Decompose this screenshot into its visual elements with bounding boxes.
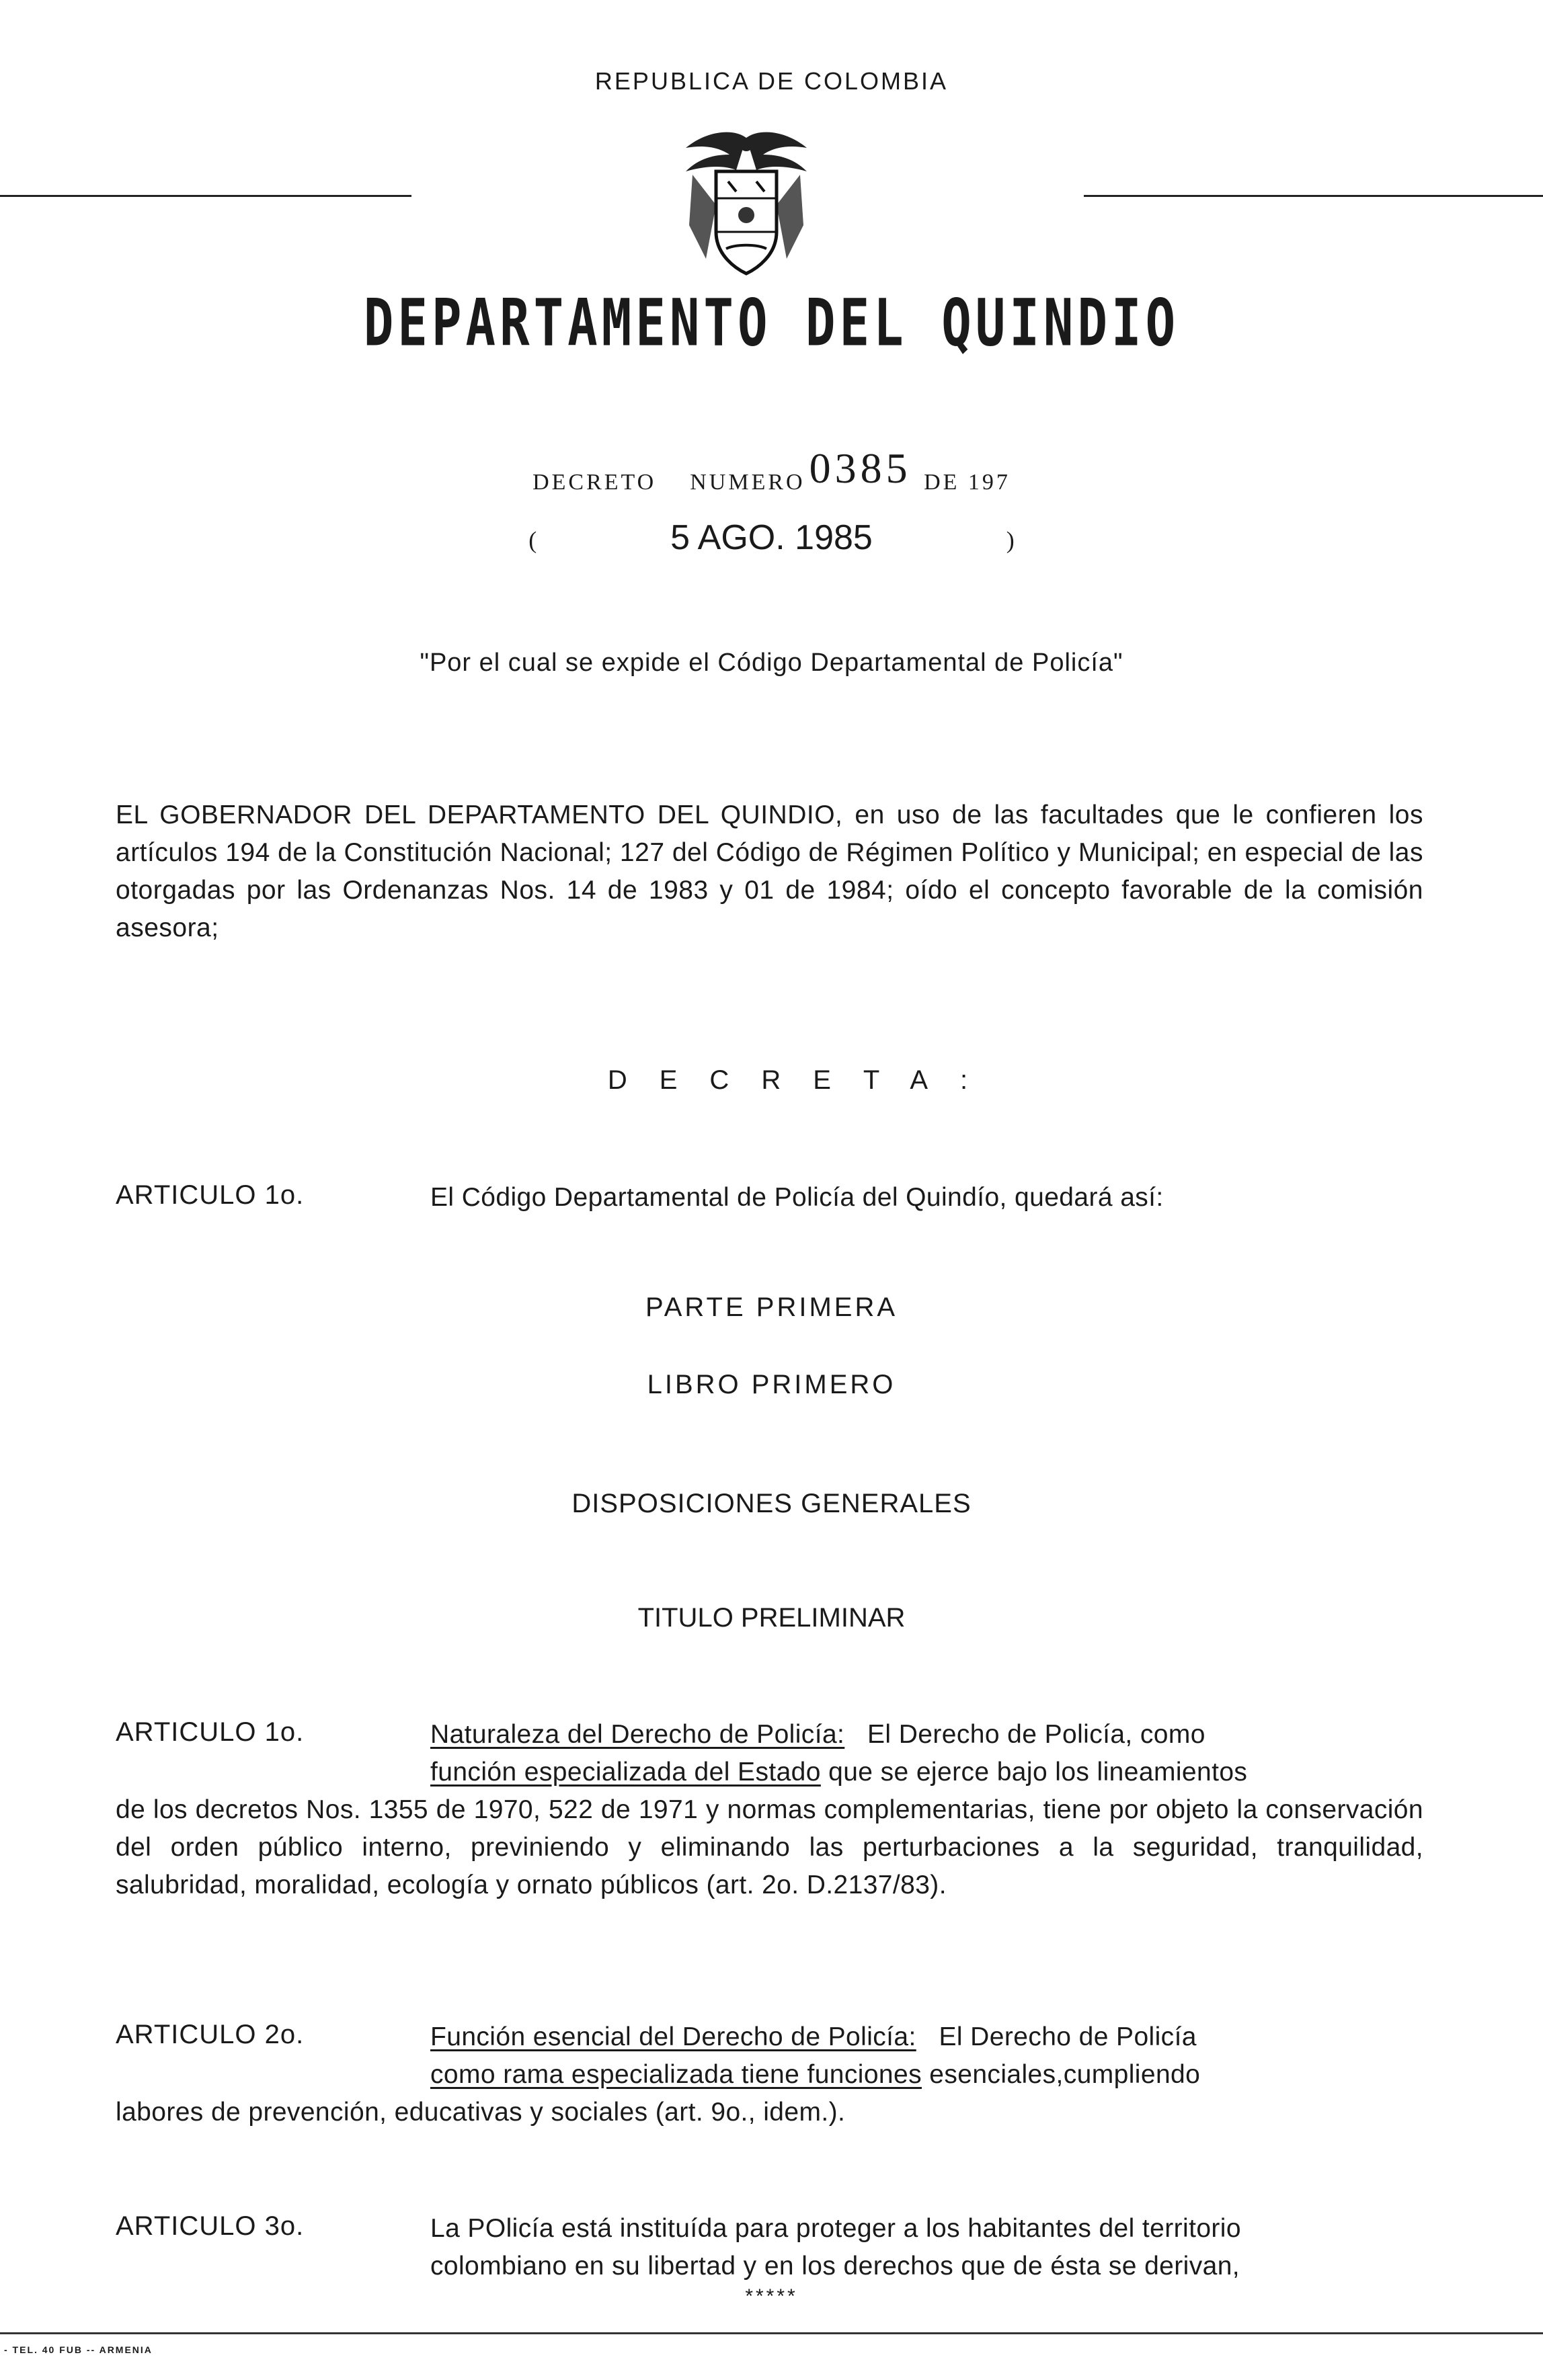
article-1-line-2-rest: que se ejerce bajo los lineamientos <box>828 1758 1248 1787</box>
decree-date: 5 AGO. 1985 <box>670 518 873 557</box>
decree-number: 0385 <box>809 444 912 492</box>
article-3-body <box>430 2210 1425 2285</box>
decree-date-line <box>0 518 1543 558</box>
article-intro-label: ARTICULO 1o. <box>116 1180 305 1210</box>
article-1-line-1-rest: El Derecho de Policía, como <box>867 1720 1205 1749</box>
article-1-line-1 <box>430 1716 1425 1754</box>
decreta-heading: DECRETA: <box>607 1065 1000 1095</box>
article-2-heading: Función esencial del Derecho de Policía: <box>430 2022 916 2051</box>
decree-number-line <box>0 444 1543 500</box>
article-1-heading: Naturaleza del Derecho de Policía: <box>430 1720 845 1749</box>
article-2-line-2-underlined: como rama especializada tiene funciones <box>430 2060 922 2089</box>
footer-rule <box>0 2332 1543 2334</box>
article-2-line-1-rest: El Derecho de Policía <box>939 2022 1197 2051</box>
article-1-continuation: de los decretos Nos. 1355 de 1970, 522 de 1971 y normas complementarias, tiene por objeto la conservación del orden público interno, previniendo y eliminando las perturbaciones a la seguridad, tranquilidad, salubridad, moralidad, ecología y ornato públicos (art. 2o. D.2137/83). <box>116 1795 1423 1899</box>
article-3-line-2: colombiano en su libertad y en los derechos que de ésta se derivan, <box>430 2252 1240 2281</box>
article-2-label: ARTICULO 2o. <box>116 2020 305 2049</box>
header-left-rule <box>0 195 411 197</box>
end-stars: ***** <box>745 2285 798 2307</box>
article-2-continuation: labores de prevención, educativas y sociales (art. 9o., idem.). <box>116 2098 846 2127</box>
decree-number-label: NUMERO <box>690 470 805 495</box>
republic-heading: REPUBLICA DE COLOMBIA <box>594 67 949 95</box>
article-3-label: ARTICULO 3o. <box>116 2211 305 2241</box>
department-title <box>0 286 1543 361</box>
part-heading: PARTE PRIMERA <box>645 1292 898 1322</box>
date-open-paren: ( <box>528 526 537 554</box>
date-close-paren: ) <box>1006 526 1015 554</box>
article-2-body <box>430 2018 1425 2094</box>
article-1-label: ARTICULO 1o. <box>116 1717 305 1747</box>
footer-text: - TEL. 40 FUB -- ARMENIA <box>4 2344 153 2355</box>
decree-subject: "Por el cual se expide el Código Departamental de Policía" <box>420 649 1123 677</box>
article-1-line-2 <box>430 1754 1425 1791</box>
header-right-rule <box>1084 195 1543 197</box>
article-2-line-1 <box>430 2018 1425 2056</box>
department-title-text: DEPARTAMENTO DEL QUINDIO <box>363 286 1180 361</box>
article-2-line-2-rest: esenciales,cumpliendo <box>929 2060 1201 2089</box>
decree-year-prefix: DE 197 <box>924 470 1011 495</box>
article-1-line-2-underlined: función especializada del Estado <box>430 1758 821 1787</box>
governor-preamble: EL GOBERNADOR DEL DEPARTAMENTO DEL QUINDIO, en uso de las facultades que le confieren los artículos 194 de la Constitución Nacional; 127 del Código de Régimen Político y Municipal; en especial de las otorgadas por las Ordenanzas Nos. 14 de 1983 y 01 de 1984; oído el concepto favorable de la comisión asesora; <box>116 801 1423 942</box>
article-3-line-1: La POlicía está instituída para proteger a los habitantes del territorio <box>430 2214 1241 2243</box>
article-intro-text: El Código Departamental de Policía del Quindío, quedará así: <box>430 1183 1164 1212</box>
colombia-coat-of-arms-icon <box>669 124 824 286</box>
article-1-body <box>430 1716 1425 1791</box>
book-heading: LIBRO PRIMERO <box>647 1370 896 1399</box>
title-heading: TITULO PRELIMINAR <box>637 1603 906 1633</box>
decree-label: DECRETO <box>532 470 657 495</box>
article-2-line-2 <box>430 2056 1425 2094</box>
section-heading: DISPOSICIONES GENERALES <box>571 1489 972 1518</box>
